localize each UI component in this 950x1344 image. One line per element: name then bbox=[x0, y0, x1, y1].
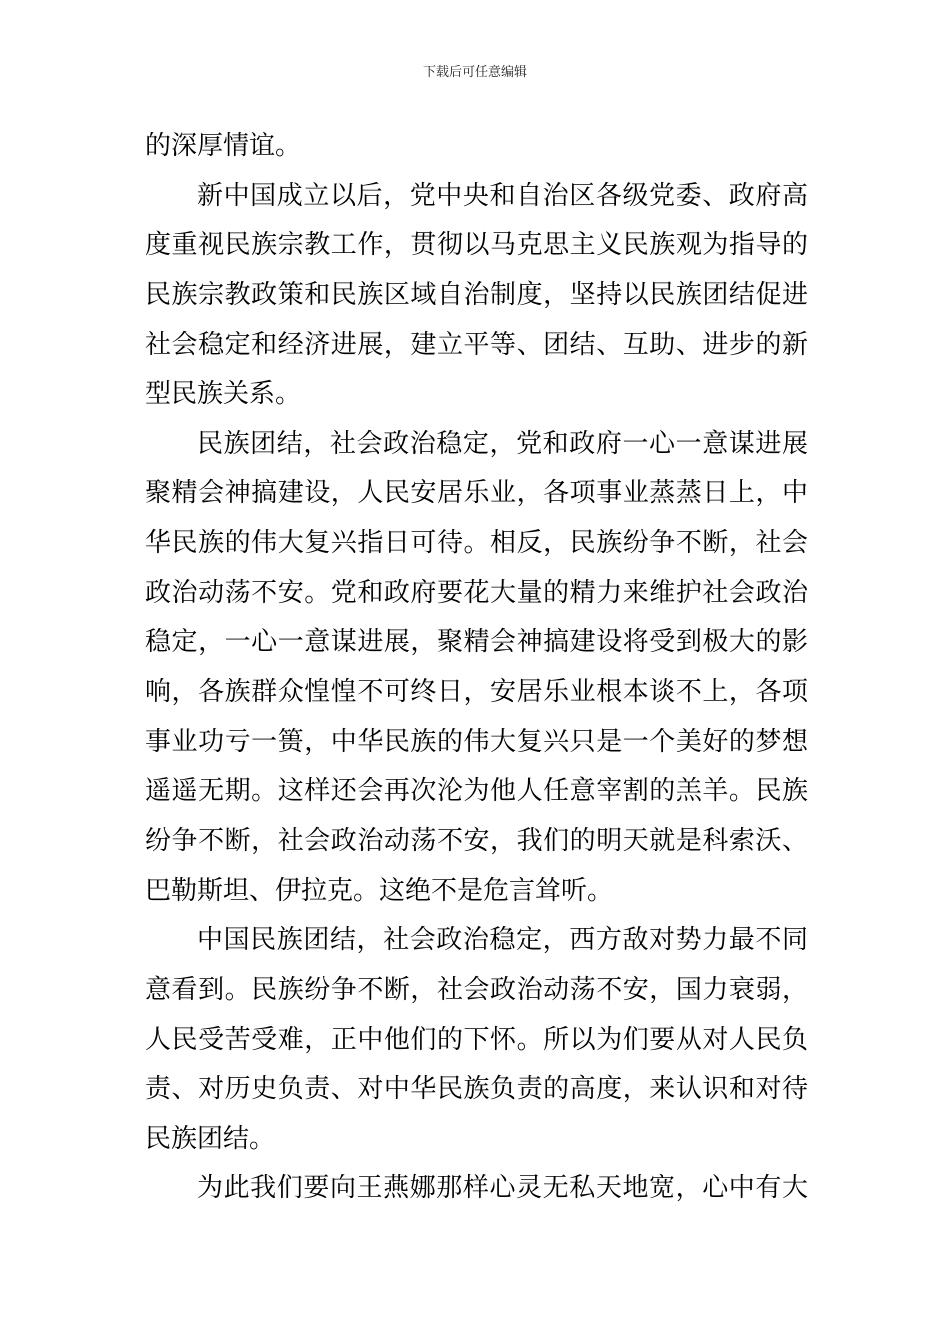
text-line: 政治动荡不安。党和政府要花大量的精力来维护社会政治 bbox=[145, 577, 808, 608]
text-line: 事业功亏一篑，中华民族的伟大复兴只是一个美好的梦想 bbox=[145, 726, 808, 757]
text-line: 响，各族群众惶惶不可终日，安居乐业根本谈不上，各项 bbox=[145, 677, 808, 708]
page-header: 下载后可任意编辑 bbox=[422, 65, 527, 80]
text-line: 意看到。民族纷争不断，社会政治动荡不安，国力衰弱， bbox=[145, 974, 808, 1005]
text-line: 纷争不断，社会政治动荡不安，我们的明天就是科索沃、 bbox=[145, 825, 808, 856]
text-line: 人民受苦受难，正中他们的下怀。所以为们要从对人民负 bbox=[145, 1024, 808, 1055]
text-line: 华民族的伟大复兴指日可待。相反，民族纷争不断，社会 bbox=[145, 528, 808, 559]
text-line: 遥遥无期。这样还会再次沦为他人任意宰割的羔羊。民族 bbox=[145, 776, 808, 807]
document-body bbox=[145, 122, 808, 1214]
text-line: 民族宗教政策和民族区域自治制度，坚持以民族团结促进 bbox=[145, 279, 808, 310]
text-line: 型民族关系。 bbox=[145, 379, 302, 410]
text-line: 稳定，一心一意谋进展，聚精会神搞建设将受到极大的影 bbox=[145, 627, 808, 658]
text-line: 民族团结。 bbox=[145, 1123, 276, 1154]
text-line: 巴勒斯坦、伊拉克。这绝不是危言耸听。 bbox=[145, 875, 614, 906]
text-line: 为此我们要向王燕娜那样心灵无私天地宽，心中有大 bbox=[197, 1173, 808, 1204]
text-line: 新中国成立以后，党中央和自治区各级党委、政府高 bbox=[197, 180, 808, 211]
text-line: 责、对历史负责、对中华民族负责的高度，来认识和对待 bbox=[145, 1074, 808, 1105]
text-line: 的深厚情谊。 bbox=[145, 131, 302, 161]
text-line: 度重视民族宗教工作，贯彻以马克思主义民族观为指导的 bbox=[145, 230, 808, 261]
text-line: 民族团结，社会政治稳定，党和政府一心一意谋进展 bbox=[197, 428, 808, 459]
text-line: 聚精会神搞建设，人民安居乐业，各项事业蒸蒸日上，中 bbox=[145, 478, 808, 509]
text-line: 社会稳定和经济进展，建立平等、团结、互助、进步的新 bbox=[145, 329, 808, 360]
text-line: 中国民族团结，社会政治稳定，西方敌对势力最不同 bbox=[197, 925, 808, 956]
